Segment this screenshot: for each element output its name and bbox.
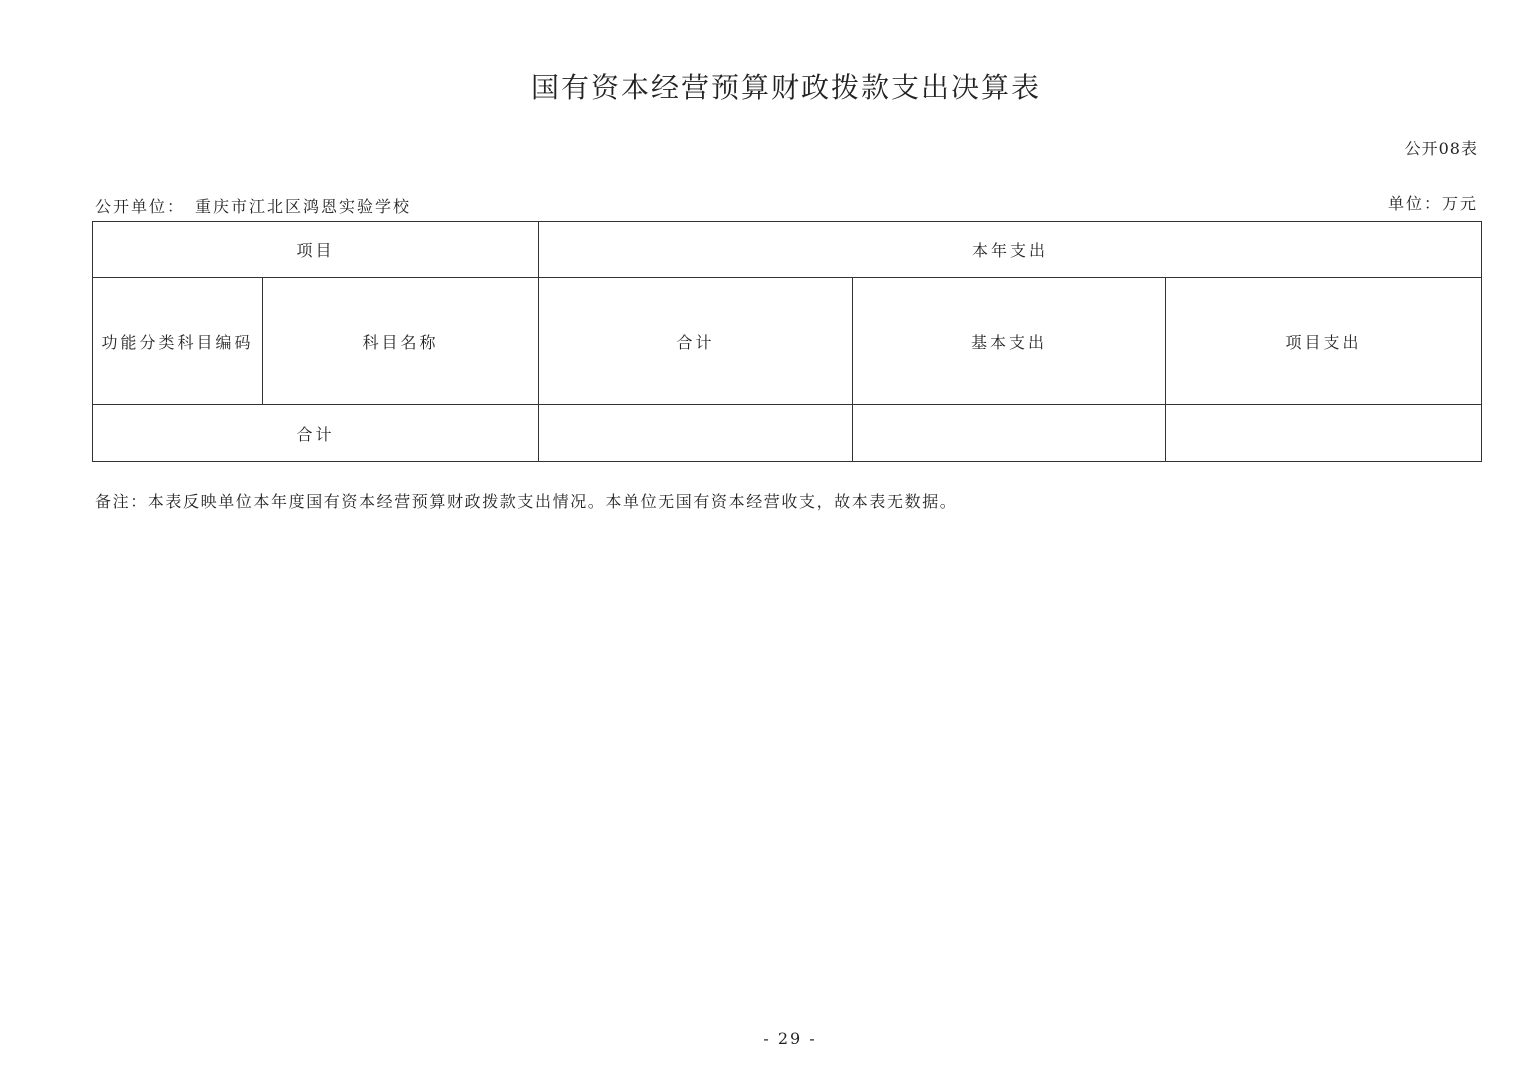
reporting-unit-label: 公开单位： (95, 197, 186, 216)
column-header-basic-expense: 基本支出 (853, 278, 1166, 405)
table-row-total (93, 405, 1482, 462)
page-title: 国有资本经营预算财政拨款支出决算表 (530, 71, 1041, 104)
reporting-unit (95, 194, 411, 217)
total-row-label: 合计 (93, 405, 539, 462)
total-value-cell (539, 405, 853, 462)
page-number: - 29 - (763, 1029, 817, 1048)
table-subheader-row (93, 278, 1482, 405)
basic-expense-value-cell (853, 405, 1166, 462)
money-unit: 单位：万元 (1387, 194, 1478, 213)
project-expense-value-cell (1166, 405, 1482, 462)
form-number: 公开08表 (1404, 139, 1478, 158)
header-item: 项目 (93, 222, 539, 278)
column-header-total: 合计 (539, 278, 853, 405)
column-header-code: 功能分类科目编码 (93, 278, 263, 405)
table-note: 备注：本表反映单位本年度国有资本经营预算财政拨款支出情况。本单位无国有资本经营收支，故本表无数据。 (95, 492, 958, 511)
header-year-expense: 本年支出 (539, 222, 1482, 278)
column-header-project-expense: 项目支出 (1166, 278, 1482, 405)
column-header-subject-name: 科目名称 (263, 278, 539, 405)
reporting-unit-name: 重庆市江北区鸿恩实验学校 (195, 197, 412, 216)
table-header-row (93, 222, 1482, 278)
expenditure-table (92, 221, 1482, 462)
